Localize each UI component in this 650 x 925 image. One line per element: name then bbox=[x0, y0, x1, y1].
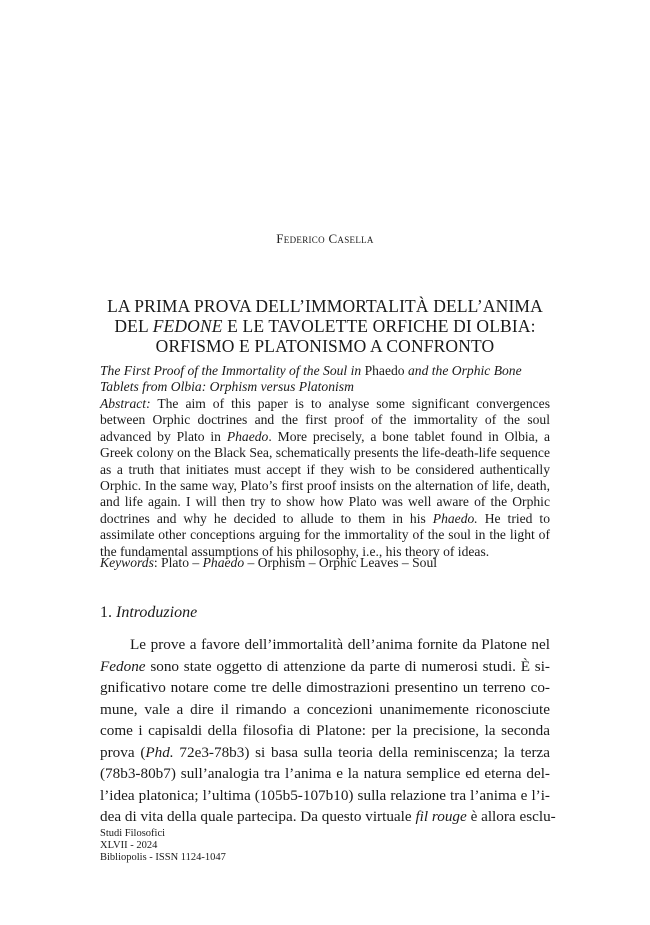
body-line: l’idea platonica; l’ultima (105b5-107b10) sulla relazione tra l’anima e l’i- bbox=[100, 786, 550, 804]
body-line: Fedone sono state oggetto di attenzione da parte di numerosi studi. È si- bbox=[100, 657, 550, 675]
body-line: gnificativo notare come tre delle dimostrazioni presentino un terreno co- bbox=[100, 679, 550, 696]
body-line: mune, vale a dire il rimando a concezioni unanimemente riconosciute bbox=[100, 700, 550, 718]
journal-footer bbox=[100, 828, 226, 865]
title-line-2: DEL FEDONE E LE TAVOLETTE ORFICHE DI OLBIA: bbox=[114, 316, 536, 336]
body-line: come i capisaldi della filosofia di Platone: per la precisione, la seconda bbox=[100, 722, 550, 739]
keywords: Keywords: Plato – Phaedo – Orphism – Orphic Leaves – Soul bbox=[100, 555, 438, 570]
keywords-label: Keywords bbox=[100, 555, 154, 570]
journal-publisher: Bibliopolis - ISSN 1124-1047 bbox=[100, 852, 226, 864]
author-name: Federico Casella bbox=[276, 231, 374, 246]
abstract-label: Abstract: bbox=[100, 396, 151, 411]
section-heading bbox=[100, 604, 197, 622]
title-line-3: ORFISMO E PLATONISMO A CONFRONTO bbox=[155, 336, 495, 356]
body-line: dea di vita della quale partecipa. Da questo virtuale fil rouge è allora esclu- bbox=[100, 808, 556, 825]
body-line: Le prove a favore dell’immortalità dell’anima fornite da Platone nel bbox=[130, 636, 550, 653]
title-line-1: LA PRIMA PROVA DELL’IMMORTALITÀ DELL’ANIMA bbox=[107, 296, 543, 316]
abstract-text: Abstract: The aim of this paper is to analyse some significant convergences between Orphic doctrines and the first proof of the immortality of the soul advanced by Plato in Phaedo. More precisely, a bone tablet found in Olbia, a Greek colony on the Black Sea, schematically presents the life-death-life sequence as a truth that initiates must accept if they wish to be considered authentically Orphic. In the same way, Plato’s first proof insists on the alternation of life, death, and life again. I will then try to show how Plato was well aware of the Orphic doctrines and why he decided to allude to them in his Phaedo. He tried to assimilate other conceptions arguing for the immortality of the soul in the light of the fundamental assumptions of his philosophy, i.e., his theory of ideas. bbox=[100, 396, 551, 559]
section-number: 1. bbox=[100, 604, 116, 621]
body-line: prova (Phd. 72e3-78b3) si basa sulla teoria della reminiscenza; la terza bbox=[100, 743, 550, 761]
journal-name: Studi Filosofici bbox=[100, 828, 166, 839]
body-line: (78b3-80b7) sull’analogia tra l’anima e la natura semplice ed eterna del- bbox=[100, 765, 550, 782]
section-title: Introduzione bbox=[116, 604, 198, 621]
english-title: The First Proof of the Immortality of the Soul in Phaedo and the Orphic Bone Tablets from Olbia: Orphism versus Platonism bbox=[100, 363, 522, 395]
body-paragraph bbox=[100, 634, 556, 828]
paper-title bbox=[95, 296, 555, 356]
journal-volume: XLVII - 2024 bbox=[100, 840, 158, 852]
